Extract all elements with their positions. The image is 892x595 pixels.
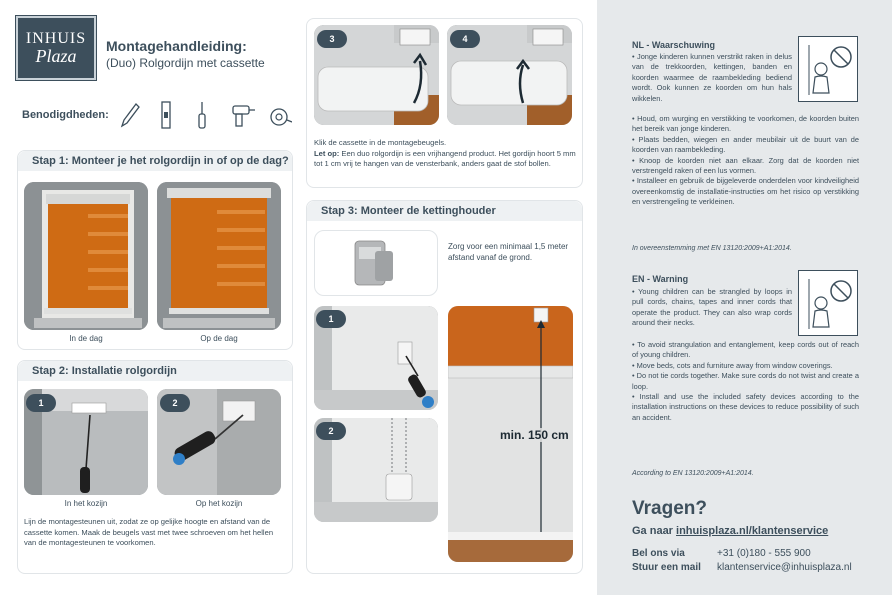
cassette-step-3-badge: 3 — [317, 30, 347, 48]
pencil-icon — [118, 100, 142, 130]
cassette-letop — [314, 149, 576, 170]
mail-label: Stuur een mail — [632, 562, 701, 573]
stap2-step-2-badge: 2 — [160, 394, 190, 412]
nl-p3: • Plaats bedden, wiegen en ander meubilair uit de buurt van de koorden van raambekleding. — [632, 134, 859, 155]
logo-line1: INHUIS — [25, 29, 87, 47]
caption-in-het-kozijn: In het kozijn — [64, 499, 108, 508]
stap2-step-1-badge: 1 — [26, 394, 56, 412]
bel-value[interactable]: +31 (0)180 - 555 900 — [717, 548, 811, 559]
mail-value[interactable]: klantenservice@inhuisplaza.nl — [717, 562, 852, 573]
page-title: Montagehandleiding: — [106, 38, 247, 54]
stap3-step-2-badge: 2 — [316, 422, 346, 440]
nl-p2: • Houd, om wurging en verstikking te voorkomen, de koorden buiten het bereik van jonge kinderen. — [632, 114, 859, 134]
measure-label: min. 150 cm — [500, 428, 569, 442]
benodigdheden-label: Benodigdheden: — [22, 109, 109, 121]
nl-p4: • Knoop de koorden niet aan elkaar. Zorg dat de koorden niet verstrengeld raken of een lus vormen. — [632, 155, 859, 176]
en-p2: • To avoid strangulation and entanglement, keep cords out of reach of young children. — [632, 340, 859, 360]
stap3-note: Zorg voor een minimaal 1,5 meter afstand vanaf de grond. — [448, 242, 569, 262]
nl-heading: NL - Waarschuwing — [632, 40, 716, 50]
en-p5: • Install and use the included safety devices according to the installation instructions on these devices to reduce possibility of such an accident. — [632, 392, 859, 422]
en-paragraphs — [632, 287, 792, 329]
en-p3: • Move beds, cots and furniture away from window coverings. — [632, 360, 833, 370]
nl-paragraphs — [632, 52, 792, 104]
cassette-step-4-badge: 4 — [450, 30, 480, 48]
caption-op-het-kozijn: Op het kozijn — [195, 499, 243, 508]
screwdriver-icon — [190, 100, 214, 130]
logo-line2: Plaza — [35, 45, 77, 66]
vragen-title: Vragen? — [632, 498, 707, 519]
letop-label: Let op: — [314, 148, 340, 158]
en-heading: EN - Warning — [632, 274, 689, 284]
en-paragraphs-wide — [632, 340, 859, 423]
bel-label: Bel ons via — [632, 548, 685, 559]
nl-p1: • Jonge kinderen kunnen verstrikt raken in delus van de trekkoorden, kettingen, banden en koorden waarmee de raambekleding bediend wordt. Ook kunnen ze koorden om hun hals wikkelen. — [632, 52, 792, 103]
stap2-heading: Stap 2: Installatie rolgordijn — [18, 361, 292, 381]
en-norm: According to EN 13120:2009+A1:2014. — [632, 470, 754, 477]
photo-in-de-dag — [24, 182, 148, 330]
tools-row — [118, 100, 292, 130]
level-icon — [154, 100, 178, 130]
stap3-heading: Stap 3: Monteer de kettinghouder — [307, 201, 582, 221]
en-p4: • Do not tie cords together. Make sure cords do not twist and create a loop. — [632, 371, 859, 391]
page-subtitle: (Duo) Rolgordijn met cassette — [106, 56, 265, 70]
caption-in-de-dag: In de dag — [69, 334, 103, 343]
caption-op-de-dag: Op de dag — [200, 334, 238, 343]
ga-naar-label: Ga naar — [632, 525, 677, 537]
ga-naar-line — [632, 525, 828, 537]
drill-icon — [226, 100, 256, 130]
cassette-line1: Klik de cassette in de montagebeugels. — [314, 138, 447, 147]
inhuisplaza-logo — [16, 16, 96, 80]
photo-kettinghouder — [314, 230, 438, 296]
klantenservice-link[interactable]: inhuisplaza.nl/klantenservice — [676, 525, 829, 537]
stap2-text: Lijn de montagesteunen uit, zodat ze op gelijke hoogte en afstand van de cassette komen. Maak de beugels vast met twee schroeven om het hellen van de montagesteunen te voorkomen. — [24, 517, 274, 547]
stap1-heading: Stap 1: Monteer je het rolgordijn in of op de dag? — [18, 151, 292, 171]
en-warning-pictogram — [798, 270, 858, 336]
nl-warning-pictogram — [798, 36, 858, 102]
photo-op-de-dag — [157, 182, 281, 330]
nl-paragraphs-wide — [632, 114, 859, 208]
nl-p5: • Installeer en gebruik de bijgeleverde onderdelen voor kindveiligheid overeenkomstig de installatie-instructies om het risico op verstikking en verstrengeling te verkleinen. — [632, 176, 859, 207]
letop-text: Een duo rolgordijn is een vrijhangend product. Het gordijn hoort 5 mm tot 1 cm vrij te hangen van de vensterbank, anders gaat de stof bollen. — [314, 148, 576, 168]
cassette-text — [314, 138, 576, 170]
tape-measure-icon — [268, 100, 292, 130]
en-p1: • Young children can be strangled by loops in pull cords, chains, tapes and inner cords that operate the product. They can also wrap cords around their necks. — [632, 287, 792, 328]
stap3-step-1-badge: 1 — [316, 310, 346, 328]
nl-norm: In overeenstemming met EN 13120:2009+A1:2014. — [632, 245, 792, 252]
